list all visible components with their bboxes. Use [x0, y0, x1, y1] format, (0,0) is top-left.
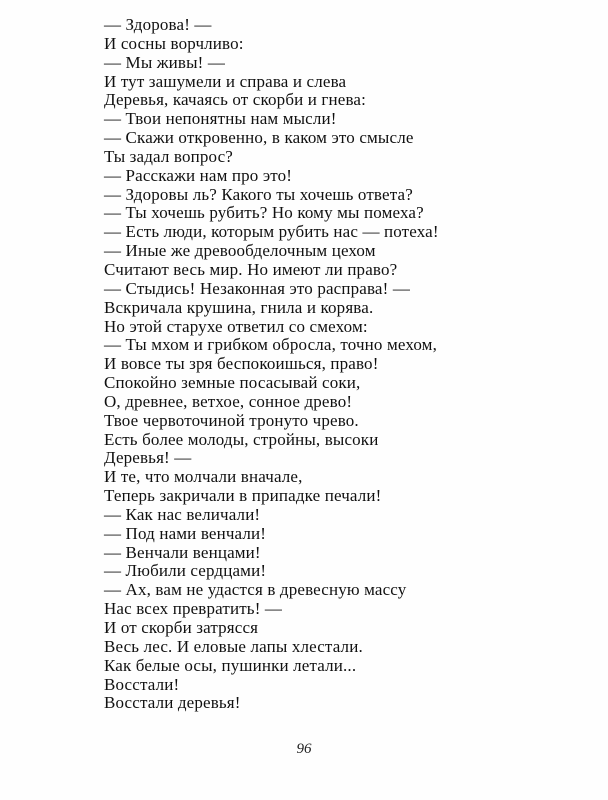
poem-line: — Иные же древообделочным цехом	[104, 241, 376, 261]
poem-line: Восстали!	[104, 674, 180, 694]
poem-line: — Ты мхом и грибком обросла, точно мехом,	[104, 335, 437, 355]
poem-line: — Твои непонятны нам мысли!	[104, 109, 337, 129]
poem-line: Деревья! —	[104, 448, 192, 468]
poem-line: И те, что молчали вначале,	[104, 467, 303, 487]
poem-line: И вовсе ты зря беспокоишься, право!	[104, 354, 379, 374]
poem-line: — Под нами венчали!	[104, 523, 267, 543]
poem-line: Считают весь мир. Но имеют ли право?	[104, 259, 398, 279]
page-number: 96	[296, 741, 312, 757]
poem-line: — Ах, вам не удастся в древесную массу	[104, 580, 407, 600]
poem-line: Весь лес. И еловые лапы хлестали.	[104, 636, 363, 656]
poem-line: — Есть люди, которым рубить нас — потеха!	[104, 222, 439, 242]
poem-line: — Как нас величали!	[104, 504, 261, 524]
poem-line: И от скорби затрясся	[104, 618, 259, 637]
poem-line: — Ты хочешь рубить? Но кому мы помеха?	[104, 203, 424, 223]
poem-line: — Скажи откровенно, в каком это смысле	[104, 128, 414, 148]
poem-line: Но этой старухе ответил со смехом:	[104, 316, 368, 336]
poem-line: Вскричала крушина, гнила и корява.	[104, 297, 374, 317]
poem-line: — Здоровы ль? Какого ты хочешь ответа?	[104, 184, 413, 204]
poem-line: — Здорова! —	[104, 15, 212, 34]
poem-line: Ты задал вопрос?	[104, 146, 233, 166]
poem-line: — Венчали венцами!	[104, 542, 261, 562]
poem-line: И тут зашумели и справа и слева	[104, 71, 347, 91]
poem-line: Восстали деревья!	[104, 693, 241, 713]
poem-text	[104, 16, 574, 713]
poem-line: Твое червоточиной тронуто чрево.	[104, 410, 359, 430]
poem-line: Есть более молоды, стройны, высоки	[104, 429, 379, 449]
poem-line: — Любили сердцами!	[104, 561, 267, 581]
poem-line: Как белые осы, пушинки летали...	[104, 655, 357, 675]
poem-line: Спокойно земные посасывай соки,	[104, 373, 361, 393]
poem-line: О, древнее, ветхое, сонное древо!	[104, 391, 353, 411]
poem-line: — Расскажи нам про это!	[104, 165, 293, 185]
poem-line: — Стыдись! Незаконная это расправа! —	[104, 278, 410, 298]
poem-line: Деревья, качаясь от скорби и гнева:	[104, 90, 367, 110]
poem-line: Теперь закричали в припадке печали!	[104, 486, 382, 506]
poem-line: — Мы живы! —	[104, 52, 226, 72]
poem-line: И сосны ворчливо:	[104, 33, 244, 53]
poem-line: Нас всех превратить! —	[104, 599, 283, 619]
